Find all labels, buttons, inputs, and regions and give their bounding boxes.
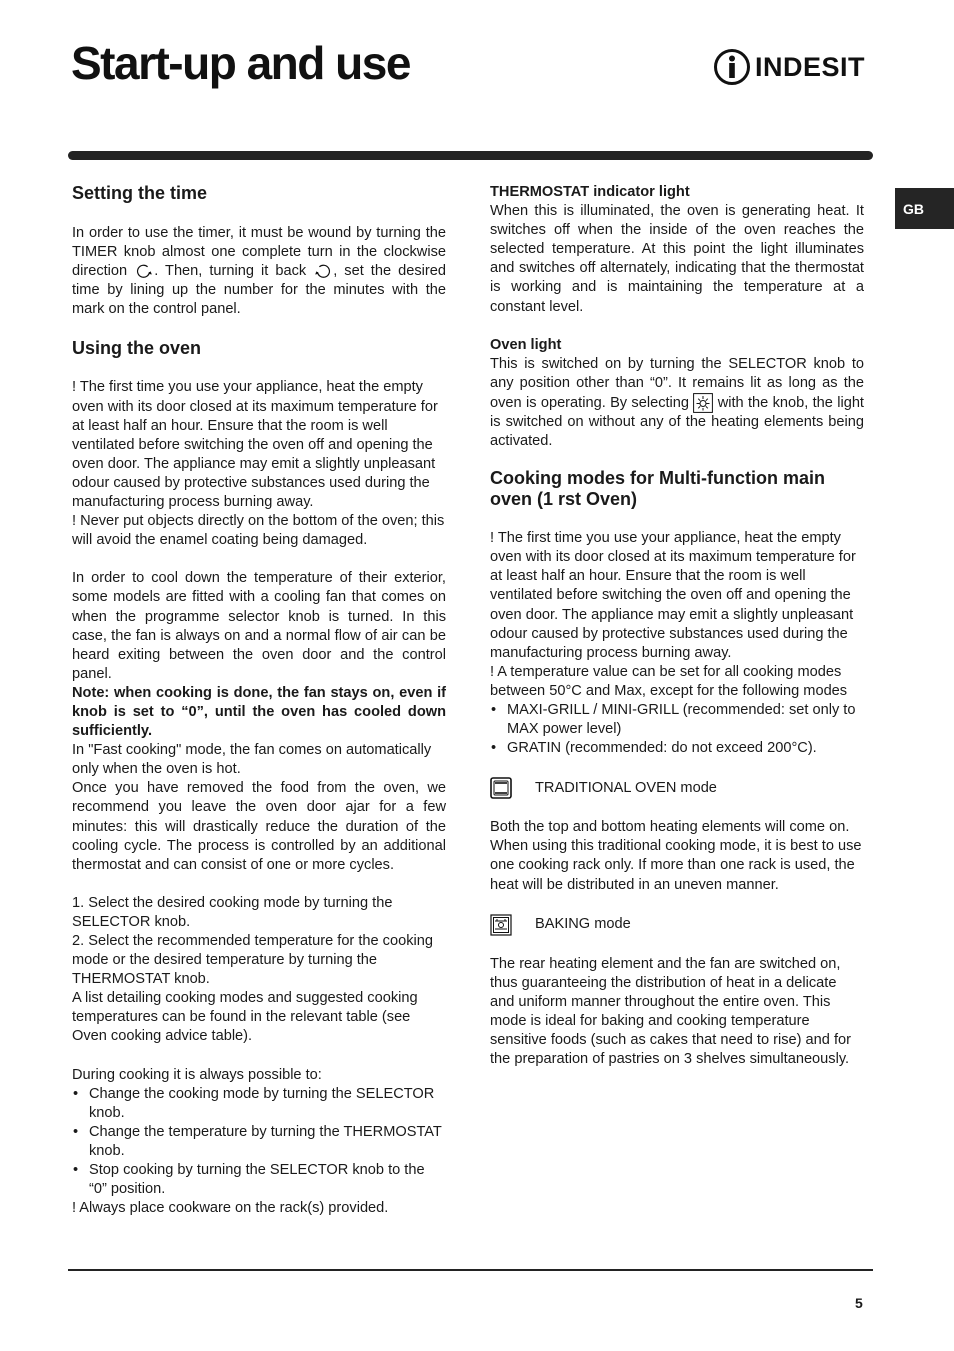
language-tab: GB bbox=[895, 188, 954, 229]
header-divider bbox=[68, 151, 873, 160]
thermostat-heading: THERMOSTAT indicator light bbox=[490, 184, 690, 200]
cookware-text: ! Always place cookware on the rack(s) provided. bbox=[72, 1200, 389, 1217]
step-1: 1. Select the desired cooking mode by turning the SELECTOR knob. bbox=[72, 894, 393, 930]
traditional-mode-row bbox=[490, 777, 864, 799]
indesit-logo-icon bbox=[713, 48, 751, 86]
baking-fan-icon bbox=[490, 914, 512, 936]
baking-mode-text: The rear heating element and the fan are switched on, thus guaranteeing the distribution of heat in a delicate and uniform manner throughout the entire oven. This mode is ideal for baking and cooking temperature sensitive foods (such as cakes that need to rise) and for the preparation of pastries on 3 shelves simultaneously. bbox=[490, 955, 851, 1068]
first-use-text: ! The first time you use your appliance, heat the empty oven with its door closed at its maximum temperature for at least half an hour. Ensure that the room is well ventilated before switching the oven off and opening the oven door. The appliance may emit a slightly unpleasant odour caused by protective substances used during the manufacturing process burning away. bbox=[72, 379, 438, 511]
baking-mode-row bbox=[490, 914, 864, 936]
step-2: 2. Select the recommended temperature for the cooking mode or the desired temperature by turning the THERMOSTAT knob. bbox=[72, 933, 433, 988]
cooking-table-text: A list detailing cooking modes and suggested cooking temperatures can be found in the relevant table (see Oven cooking advice table). bbox=[72, 990, 418, 1045]
thermostat-text: When this is illuminated, the oven is generating heat. It switches off when the inside of the oven reaches the selected temperature. At this point the light illuminates and switches off alternately, indicating that the thermostat is working and is maintaining the temperature at a constant level. bbox=[490, 203, 864, 315]
page-number: 5 bbox=[855, 1295, 863, 1311]
page-title: Start-up and use bbox=[71, 37, 410, 89]
cooking-modes-heading: Cooking modes for Multi-function main oven (1 rst Oven) bbox=[490, 468, 825, 510]
list-item: • GRATIN (recommended: do not exceed 200°C). bbox=[490, 739, 864, 758]
anticlockwise-arrow-icon bbox=[313, 263, 333, 279]
fast-cooking-text: In "Fast cooking" mode, the fan comes on automatically only when the oven is hot. bbox=[72, 742, 432, 778]
temperature-range-text: ! A temperature value can be set for all cooking modes bbox=[490, 663, 842, 680]
using-oven-heading: Using the oven bbox=[72, 338, 202, 359]
oven-light-text: This is switched on by turning the SELECTOR knob to any position other than “0”. It remains lit as long as the oven is operating. By selecting with the knob, the light is switched on without any of the heating elements being activated. bbox=[490, 355, 864, 450]
brand-name: INDESIT bbox=[755, 51, 866, 82]
list-item: • MAXI-GRILL / MINI-GRILL (recommended: set only to MAX power level) bbox=[490, 701, 864, 739]
setting-time-heading: Setting the time bbox=[72, 183, 208, 203]
temperature-exceptions-text: between 50°C and Max, except for the following modes bbox=[490, 682, 848, 699]
oven-light-heading: Oven light bbox=[490, 336, 562, 353]
baking-mode-label: BAKING mode bbox=[535, 916, 631, 933]
clockwise-arrow-icon bbox=[134, 263, 154, 279]
list-item: • Change the cooking mode by turning the SELECTOR knob. bbox=[72, 1085, 446, 1123]
setting-time-text: In order to use the timer, it must be wound by turning the TIMER knob almost one complete turn in the clockwise direction . Then, turning it back , set the desired time by lining up the number for the minutes with the mark on the control panel. bbox=[72, 225, 446, 318]
door-ajar-text: Once you have removed the food from the oven, we recommend you leave the oven door ajar for a few minutes: this will drastically reduce the duration of the cooling cycle. The process is controlled by an additional thermostat and can consist of one or more cycles. bbox=[72, 780, 446, 873]
list-item: • Change the temperature by turning the THERMOSTAT knob. bbox=[72, 1123, 446, 1161]
traditional-oven-icon bbox=[490, 777, 512, 799]
right-column bbox=[490, 183, 864, 1069]
modes-first-use-text: ! The first time you use your appliance, heat the empty oven with its door closed at its maximum temperature for at least half an hour. Ensure that the room is well ventilated before switching the oven off and opening the oven door. The appliance may emit a slightly unpleasant odour caused by protective substances used during the manufacturing process burning away. bbox=[490, 530, 856, 661]
during-cooking-text: During cooking it is always possible to: bbox=[72, 1066, 322, 1083]
fan-note: Note: when cooking is done, the fan stays on, even if knob is set to “0”, until the oven has cooled down sufficiently. bbox=[72, 684, 446, 740]
traditional-mode-text: Both the top and bottom heating elements will come on. When using this traditional cooking mode, it is best to use one cooking rack only. If more than one rack is used, the heat will be distributed in an uneven manner. bbox=[490, 819, 862, 893]
cooling-fan-text: In order to cool down the temperature of their exterior, some models are fitted with a cooling fan that comes on when the programme selector knob is turned. In this case, the fan is always on and a normal flow of air can be heard exiting between the oven door and the control panel. bbox=[72, 570, 446, 682]
footer-divider bbox=[68, 1269, 873, 1271]
brand-logo bbox=[713, 48, 865, 86]
bottom-warning-text: ! Never put objects directly on the bottom of the oven; this will avoid the enamel coating being damaged. bbox=[72, 513, 445, 549]
left-column bbox=[72, 183, 446, 1218]
traditional-mode-label: TRADITIONAL OVEN mode bbox=[535, 779, 717, 796]
lamp-icon bbox=[693, 393, 713, 413]
list-item: • Stop cooking by turning the SELECTOR knob to the “0” position. bbox=[72, 1161, 446, 1199]
